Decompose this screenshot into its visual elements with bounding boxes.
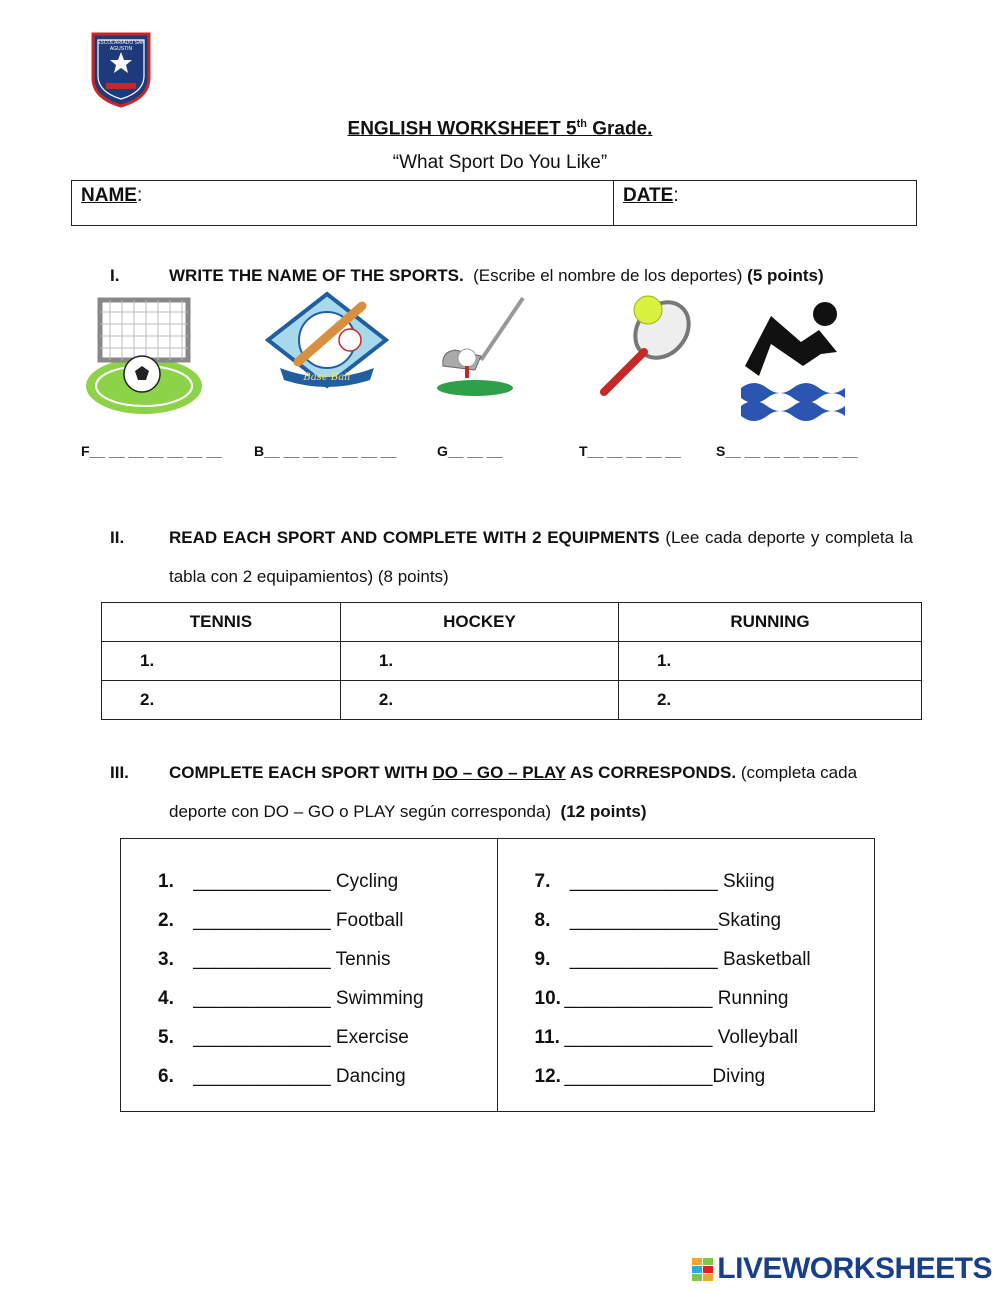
worksheet-title: ENGLISH WORKSHEET 5th Grade. [347,118,653,140]
section-3-number: III. [110,763,129,782]
list-item[interactable]: 4. _____________ Swimming [158,988,424,1009]
equipment-table [101,602,922,720]
table-cell[interactable]: 1. [340,642,618,681]
football-goal-image [84,294,206,420]
name-date-box [71,180,917,226]
answer-blank-golf[interactable]: G__ __ __ [437,443,503,459]
list-item[interactable]: 10. ______________ Running [534,988,789,1009]
section-1 [110,266,910,286]
list-item[interactable]: 7. ______________ Skiing [534,871,775,892]
section-1-instructions: WRITE THE NAME OF THE SPORTS. (Escribe el nombre de los deportes) (5 points) [169,266,824,285]
answer-blank-tennis[interactable]: T__ __ __ __ __ [579,443,681,459]
section-3-instructions: COMPLETE EACH SPORT WITH DO – GO – PLAY AS CORRESPONDS. (completa cada deporte con DO – GO o PLAY según corresponda) (12 points) [169,763,858,821]
table-cell[interactable]: 2. [340,681,618,720]
list-item[interactable]: 1. _____________ Cycling [158,871,399,892]
do-go-play-box [120,838,875,1112]
answer-blank-baseball[interactable]: B__ __ __ __ __ __ __ [254,443,397,459]
table-cell[interactable]: 2. [102,681,341,720]
liveworksheets-brand-text: LIVEWORKSHEETS [717,1252,992,1285]
date-field[interactable]: DATE: [623,185,679,206]
table-cell[interactable]: 2. [618,681,921,720]
worksheet-subtitle: “What Sport Do You Like” [392,152,608,173]
liveworksheets-logo-icon [692,1258,713,1281]
list-item[interactable]: 2. _____________ Football [158,910,404,931]
logo-text: ESCOLARIADO SAN AGUSTIN [97,40,145,52]
list-item[interactable]: 6. _____________ Dancing [158,1066,406,1087]
table-cell[interactable]: 1. [102,642,341,681]
list-item[interactable]: 3. _____________ Tennis [158,949,391,970]
do-go-play-right-column [498,839,875,1111]
section-1-number: I. [110,266,120,285]
baseball-image [262,290,392,390]
svg-text:Base Ball: Base Ball [303,372,351,383]
list-item[interactable]: 12. ______________Diving [534,1066,766,1087]
section-2-number: II. [110,528,125,547]
table-header-tennis: TENNIS [102,603,341,642]
section-3 [110,753,913,821]
list-item[interactable]: 9. ______________ Basketball [534,949,811,970]
answer-blank-football[interactable]: F__ __ __ __ __ __ __ [81,443,222,459]
tennis-image [592,294,696,398]
table-header-running: RUNNING [618,603,921,642]
section-2-instructions: READ EACH SPORT AND COMPLETE WITH 2 EQUIPMENTS (Lee cada deporte y completa la tabla con 2 equipamientos) (8 points) [169,528,913,586]
golf-image [435,294,530,398]
list-item[interactable]: 8. ______________Skating [534,910,782,931]
liveworksheets-brand[interactable] [692,1252,992,1286]
table-cell[interactable]: 1. [618,642,921,681]
list-item[interactable]: 5. _____________ Exercise [158,1027,409,1048]
list-item[interactable]: 11. ______________ Volleyball [534,1027,798,1048]
swimming-image [741,296,845,426]
table-header-hockey: HOCKEY [340,603,618,642]
do-go-play-left-column [121,839,498,1111]
name-field[interactable]: NAME: [72,181,614,225]
section-2 [110,518,913,586]
answer-blank-swimming[interactable]: S__ __ __ __ __ __ __ [716,443,858,459]
